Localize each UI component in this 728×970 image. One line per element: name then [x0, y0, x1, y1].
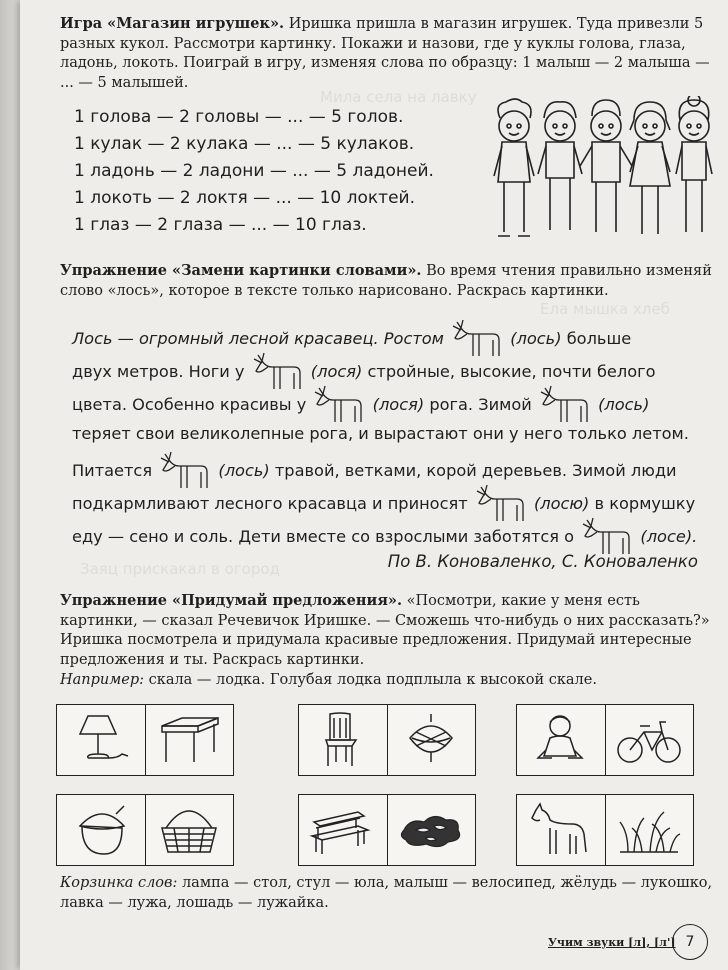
horse-icon	[526, 800, 596, 860]
lamp-icon	[66, 710, 136, 770]
card-cell	[57, 705, 146, 775]
card-cell	[299, 705, 388, 775]
exercise1-paragraph	[60, 261, 720, 301]
story-line	[72, 318, 722, 351]
table-icon	[154, 710, 224, 770]
word-pair: 1 кулак — 2 кулака — ... — 5 кулаков.	[74, 134, 415, 154]
card-cell	[517, 705, 606, 775]
word-pair: 1 глаз — 2 глаза — ... — 10 глаз.	[74, 215, 367, 235]
picture-card	[56, 704, 234, 776]
running-footer: Учим звуки [л], [л']	[548, 936, 676, 949]
picture-card	[56, 794, 234, 866]
story-text: травой, ветками, корой деревьев. Зимой люди	[274, 461, 677, 480]
picture-card	[516, 704, 694, 776]
word-pair: 1 голова — 2 головы — ... — 5 голов.	[74, 107, 404, 127]
story-text: стройные, высокие, почти белого	[367, 362, 656, 381]
game-title: Игра «Магазин игрушек».	[60, 15, 285, 32]
bleed-through: Заяц прискакал в огород	[80, 560, 280, 578]
exercise2-paragraph	[60, 591, 720, 670]
story-line	[72, 483, 722, 516]
word-pairs-list	[74, 104, 434, 239]
example-text: скала — лодка. Голубая лодка подплыла к высокой скале.	[148, 672, 597, 688]
story-text: Питается	[72, 461, 153, 480]
example-label: Например:	[60, 672, 145, 688]
story-text: двух метров. Ноги у	[72, 362, 245, 381]
story-line	[72, 351, 722, 384]
word-pair: 1 ладонь — 2 ладони — ... — 5 ладоней.	[74, 161, 434, 181]
exercise1-title: Упражнение «Замени картинки словами».	[60, 262, 422, 279]
word-basket	[60, 874, 720, 913]
picture-card	[516, 794, 694, 866]
grass-icon	[614, 800, 684, 860]
example-line	[60, 671, 720, 691]
story-text: Лось — огромный лесной красавец. Ростом	[72, 329, 444, 348]
card-cell	[388, 705, 476, 775]
story-author: По В. Коноваленко, С. Коноваленко	[387, 552, 698, 571]
puddle-icon	[396, 800, 466, 860]
story-text: в кормушку	[594, 494, 696, 513]
game-text: Иришка пришла в магазин игрушек. Туда привезли 5 разных кукол. Рассмотри картинку. Покажи и назови, где у куклы голова, глаза, ладонь, локоть. Поиграй в игру, изменяя слова по образцу: 1 малыш — 2 малыша — ... — 5 малышей.	[60, 16, 710, 91]
story-text: подкармливают лесного красавца и приносят	[72, 494, 468, 513]
story-text: (лосю)	[533, 494, 590, 513]
card-cell	[146, 795, 234, 865]
story-line	[72, 450, 722, 483]
story-text: рога. Зимой	[429, 395, 532, 414]
story-text: цвета. Особенно красивы у	[72, 395, 307, 414]
card-cell	[517, 795, 606, 865]
bench-icon	[308, 800, 378, 860]
card-cell	[388, 795, 476, 865]
spinning-top-icon	[396, 710, 466, 770]
page-number: 7	[672, 924, 708, 960]
word-pair: 1 локоть — 2 локтя — ... — 10 локтей.	[74, 188, 415, 208]
story-line	[72, 417, 722, 450]
game-paragraph	[60, 14, 720, 93]
moose-story	[72, 318, 722, 549]
story-line	[72, 384, 722, 417]
story-text: (лося)	[310, 362, 363, 381]
story-text: (лось)	[218, 461, 270, 480]
basket-icon	[154, 800, 224, 860]
picture-card	[298, 704, 476, 776]
story-text: (лось)	[510, 329, 562, 348]
book-page	[20, 0, 728, 970]
story-line	[72, 516, 722, 549]
book-spine-edge	[0, 0, 20, 970]
bleed-through: Мила села на лавку	[320, 88, 477, 106]
chair-icon	[308, 710, 378, 770]
card-cell	[606, 705, 694, 775]
baby-icon	[526, 710, 596, 770]
story-text: теряет свои великолепные рога, и вырастают они у него только летом.	[72, 424, 689, 443]
bicycle-icon	[614, 710, 684, 770]
story-text: еду — сено и соль. Дети вместе со взрослыми заботятся о	[72, 527, 575, 546]
card-cell	[146, 705, 234, 775]
dolls-illustration	[490, 96, 720, 252]
card-cell	[57, 795, 146, 865]
exercise1-text: Во время чтения правильно изменяй слово «лось», которое в тексте только нарисовано. Раскрась картинки.	[60, 263, 712, 299]
exercise2-title: Упражнение «Придумай предложения».	[60, 592, 403, 609]
card-cell	[299, 795, 388, 865]
card-cell	[606, 795, 694, 865]
moose-icon	[579, 516, 635, 556]
word-basket-label: Корзинка слов:	[60, 875, 178, 891]
story-text: (лосе).	[640, 527, 698, 546]
story-text: больше	[566, 329, 632, 348]
exercise2-text: «Посмотри, какие у меня есть картинки, — сказал Речевичок Иришке. — Сможешь что-нибудь о них рассказать?» Иришка посмотрела и придумала красивые предложения. Придумай интересные предложения и ты. Раскрась картинки.	[60, 593, 710, 668]
word-basket-text: лампа — стол, стул — юла, малыш — велосипед, жёлудь — лукошко, лавка — лужа, лошадь — лужайка.	[60, 875, 713, 911]
bleed-through: Ела мышка хлеб	[540, 300, 670, 318]
story-text: (лося)	[372, 395, 425, 414]
picture-card	[298, 794, 476, 866]
story-text: (лось)	[598, 395, 650, 414]
acorn-icon	[66, 800, 136, 860]
